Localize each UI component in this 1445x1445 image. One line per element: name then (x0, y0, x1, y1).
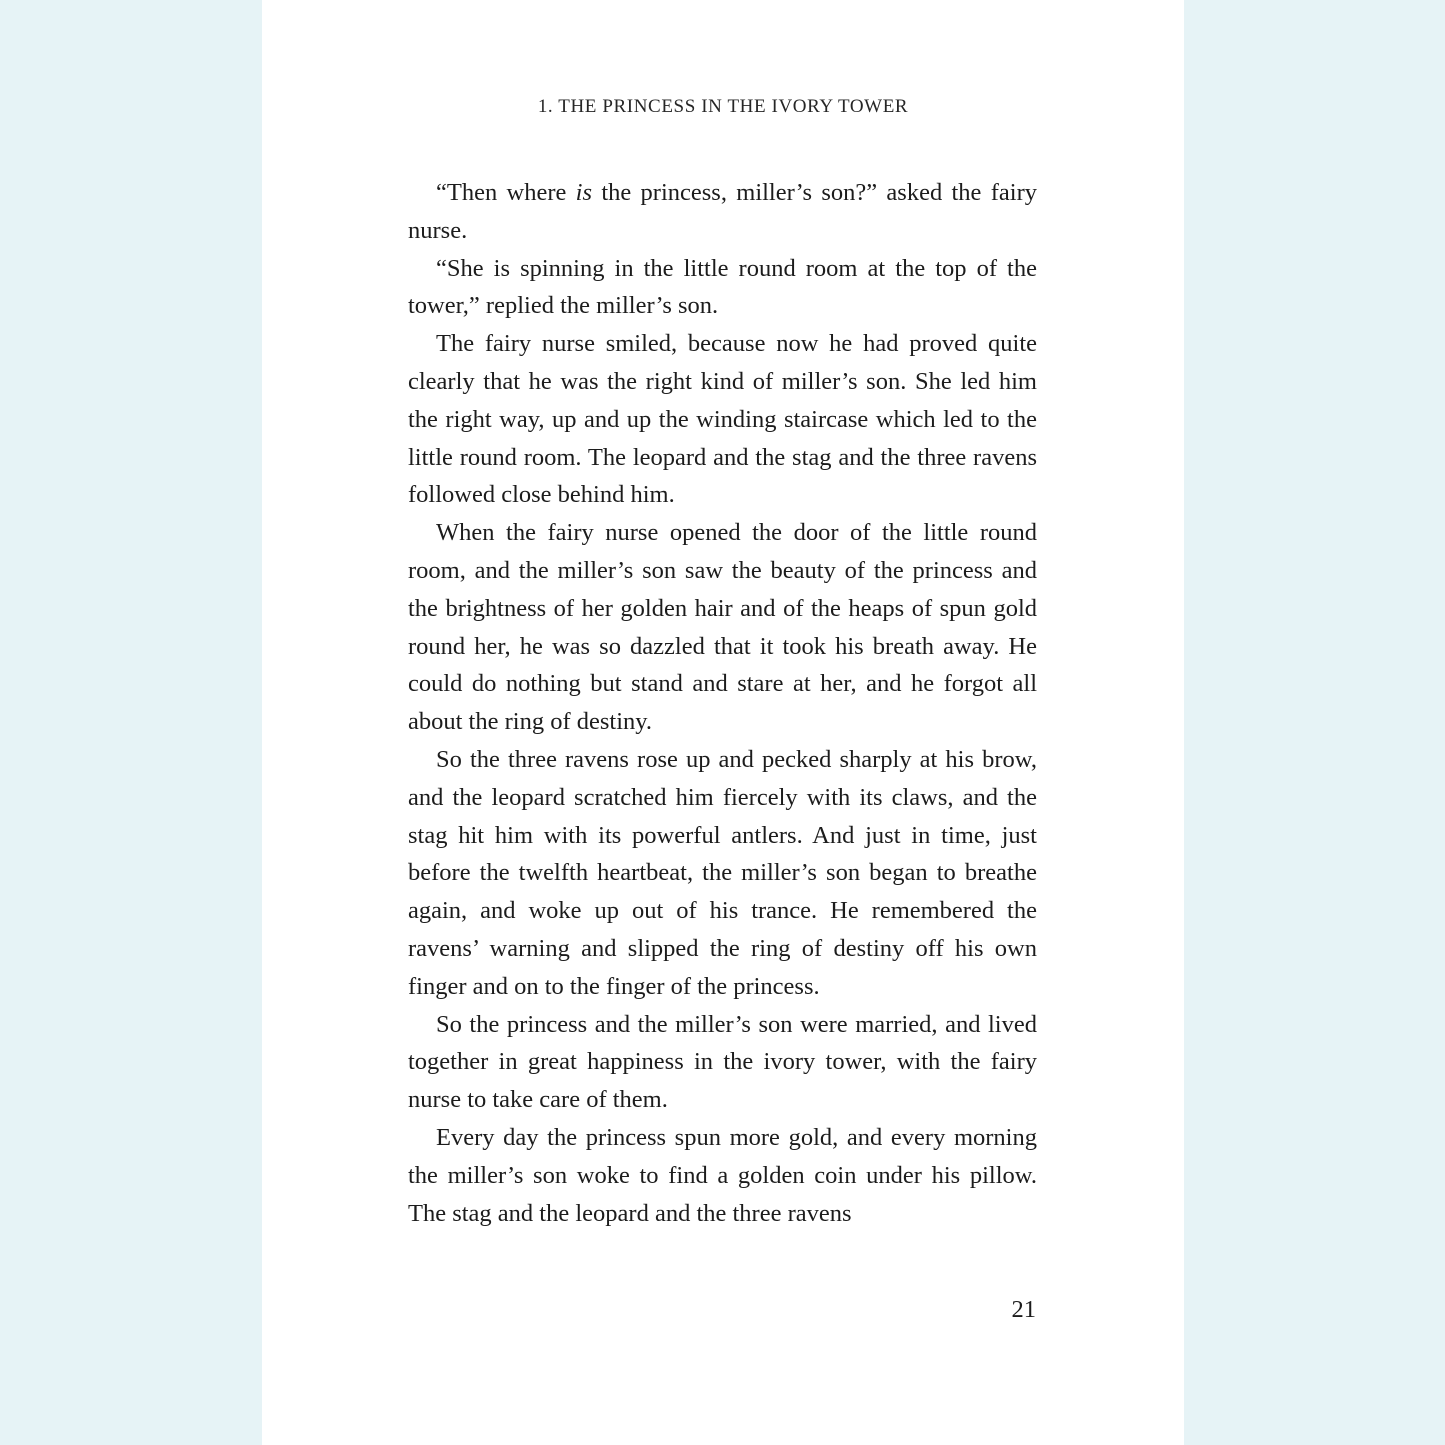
book-page (262, 0, 1184, 1445)
page-number: 21 (1011, 1296, 1036, 1323)
running-head: 1. THE PRINCESS IN THE IVORY TOWER (537, 96, 909, 117)
paragraph-1-before: “Then where (436, 179, 576, 206)
paragraph-3: The fairy nurse smiled, because now he had proved quite clearly that he was the right kind of miller’s son. She led him the right way, up and up the winding staircase which led to the little round room. The leopard and the stag and the three ravens followed close behind him. (408, 330, 1037, 509)
body-text (408, 174, 1037, 1232)
paragraph-1-emphasis: is (575, 179, 593, 206)
paragraph-1 (408, 174, 1037, 250)
paragraph-1-after: the princess, miller’s son?” asked the fairy nurse. (408, 179, 1037, 244)
paragraph-5: So the three ravens rose up and pecked sharply at his brow, and the leopard scratched him fiercely with its claws, and the stag hit him with its powerful antlers. And just in time, just before the twelfth heartbeat, the miller’s son began to breathe again, and woke up out of his trance. He remembered the ravens’ warning and slipped the ring of destiny off his own finger and on to the finger of the princess. (408, 745, 1037, 1000)
paragraph-7: Every day the princess spun more gold, and every morning the miller’s son woke to find a golden coin under his pillow. The stag and the leopard and the three ravens (408, 1123, 1037, 1227)
paragraph-6: So the princess and the miller’s son were married, and lived together in great happiness in the ivory tower, with the fairy nurse to take care of them. (408, 1010, 1037, 1114)
paragraph-2: “She is spinning in the little round room at the top of the tower,” replied the miller’s son. (408, 254, 1037, 320)
paragraph-4: When the fairy nurse opened the door of the little round room, and the miller’s son saw the beauty of the princess and the brightness of her golden hair and of the heaps of spun gold round her, he was so dazzled that it took his breath away. He could do nothing but stand and stare at her, and he forgot all about the ring of destiny. (408, 519, 1037, 736)
